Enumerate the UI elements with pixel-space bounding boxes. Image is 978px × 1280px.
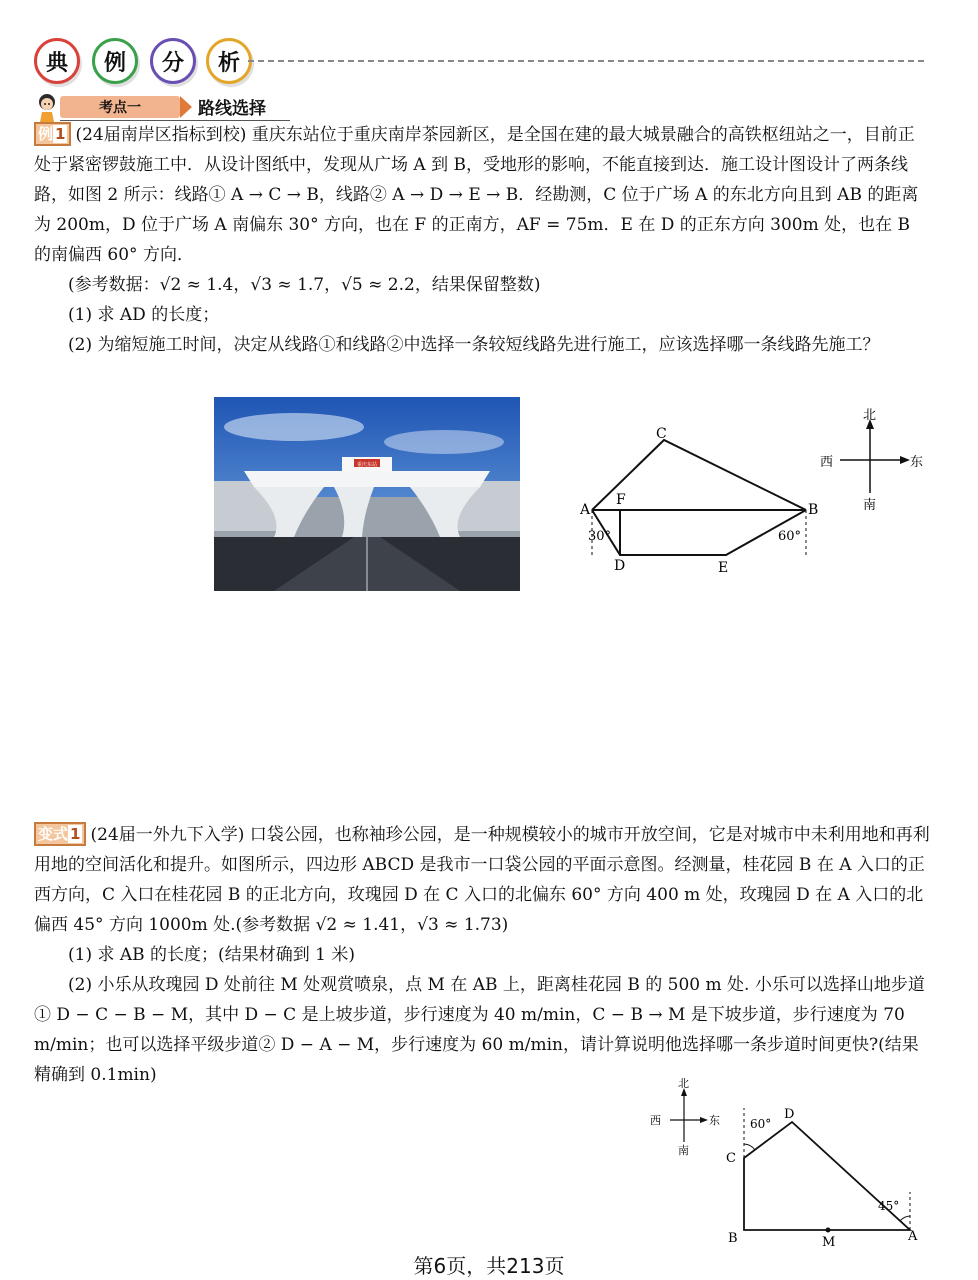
example1-q2: (2) 为缩短施工时间，决定从线路①和线路②中选择一条较短线路先进行施工，应该选择哪一条线路先施工？ (68, 335, 880, 355)
compass1-south: 南 (863, 498, 877, 513)
variant1-q2: (2) 小乐从玫瑰园 D 处前往 M 处观赏喷泉，点 M 在 AB 上，距离桂花园 B 的 500 m 处. 小乐可以选择山地步道① D − C − B − M，其中 D − C 是上坡步道，步行速度为 40 m/min，C − B → M 是下坡步道，步行速度为 70 m/min；也可以选择平级步道② D − A − M，步行速度为 60 m/min，请计算说明他选择哪一条步道时间更快?(结果精确到 0.1min) (34, 975, 925, 1085)
page-footer: 第6页，共213页 (413, 1254, 565, 1278)
section-header (34, 38, 944, 84)
topic-tag: 考点一 (60, 96, 180, 118)
compass2-north: 北 (678, 1077, 689, 1090)
diagram1 (578, 418, 828, 588)
point-label-a2: A (908, 1229, 918, 1244)
compass2-east: 东 (709, 1114, 720, 1127)
point-label-b: B (808, 502, 819, 518)
badge-dian: 典 (34, 38, 80, 84)
badge-li: 例 (92, 38, 138, 84)
example1-ref: (参考数据：√2 ≈ 1.4，√3 ≈ 1.7，√5 ≈ 2.2，结果保留整数) (68, 275, 541, 295)
point-label-a: A (580, 502, 591, 518)
angle-label-a: 30° (588, 529, 612, 544)
point-label-e: E (718, 560, 729, 576)
compass1-west: 西 (820, 455, 834, 470)
angle-arc-c (744, 1144, 755, 1150)
diagram2 (722, 1100, 932, 1250)
compass1-east: 东 (910, 455, 924, 470)
topic-bar (34, 92, 274, 122)
point-label-f: F (616, 492, 626, 508)
compass1-north: 北 (863, 408, 877, 423)
badge-xi: 析 (206, 38, 252, 84)
example1-block (34, 120, 930, 360)
east-arrow-icon (900, 456, 910, 464)
angle-label-c2: 60° (750, 1117, 772, 1131)
point-label-d: D (614, 558, 626, 574)
point-m-dot (826, 1228, 831, 1233)
topic-title: 路线选择 (198, 99, 266, 119)
point-label-c2: C (726, 1151, 736, 1166)
angle-arc-a (900, 1216, 910, 1221)
point-label-m2: M (822, 1235, 836, 1250)
example1-body: 例 1 (24届南岸区指标到校) 重庆东站位于重庆南岸茶园新区，是全国在建的最大城景融合的高铁枢纽站之一，目前正处于紧密锣鼓施工中．从设计图纸中，发现从广场 A 到 B，受地形的影响，不能直接到达．施工设计图设计了两条线路，如图 2 所示：线路① A → C → B，线路② A → D → E → B．经勘测，C 位于广场 A 的东北方向且到 AB 的距离为 200m，D 位于广场 A 南偏东 30° 方向，也在 F 的正南方，AF = 75m．E 在 D 的正东方向 300m 处，也在 B 的南偏西 60° 方向． (34, 120, 930, 270)
girl-mascot-icon (34, 92, 62, 122)
example1-q1: (1) 求 AD 的长度； (68, 305, 220, 325)
compass2-south: 南 (678, 1144, 689, 1157)
variant1-q1: (1) 求 AB 的长度；(结果材确到 1 米) (68, 945, 355, 965)
point-label-d2: D (784, 1107, 795, 1122)
route-a-d-e-b (592, 510, 806, 555)
station-photo (214, 397, 520, 591)
compass2 (646, 1076, 726, 1158)
variant1-body: 变式 1 (24届一外九下入学) 口袋公园，也称袖珍公园，是一种规模较小的城市开放空间，它是对城市中未利用地和再利用地的空间活化和提升。如图所示，四边形 ABCD 是我市一口袋公园的平面示意图。经测量，桂花园 B 在 A 入口的正西方向，C 入口在桂花园 B 的正北方向，玫瑰园 D 在 C 入口的北偏东 60° 方向 400 m 处，玫瑰园 D 在 A 入口的北偏西 45° 方向 1000m 处.(参考数据 √2 ≈ 1.41，√3 ≈ 1.73) (34, 820, 930, 940)
example1-label: 例 1 (34, 122, 71, 146)
east-arrow-icon (700, 1117, 708, 1123)
station-sign-text: 重庆东站 (356, 462, 378, 468)
point-label-c: C (656, 426, 667, 442)
topic-arrow-icon (180, 96, 192, 118)
angle-label-a2: 45° (878, 1199, 900, 1213)
variant1-label: 变式 1 (34, 822, 86, 846)
point-label-b2: B (728, 1231, 738, 1246)
quadrilateral-abcd (744, 1122, 910, 1230)
badge-fen: 分 (150, 38, 196, 84)
compass1 (818, 405, 928, 515)
header-divider (248, 60, 924, 62)
compass2-west: 西 (650, 1114, 661, 1127)
variant1-block (34, 820, 930, 1090)
angle-label-b: 60° (778, 529, 802, 544)
